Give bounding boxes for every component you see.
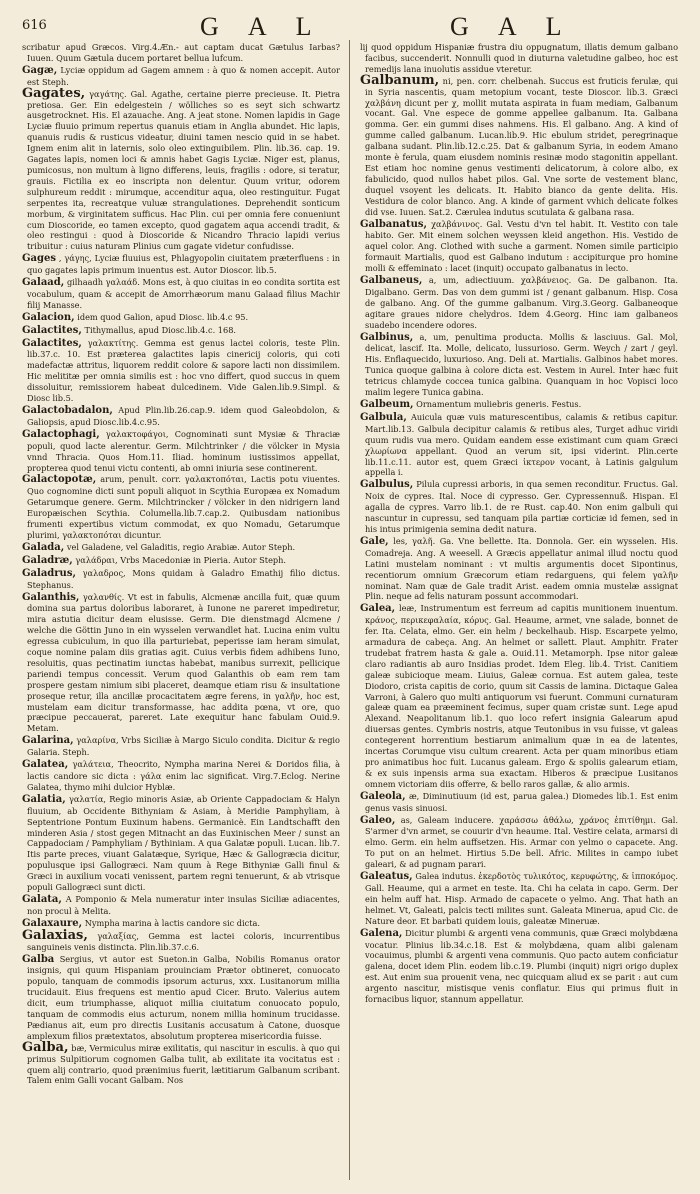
entry-text: γαλαρίνα, Vrbs Siciliæ à Margo Siculo condita. Dicitur & regio Galaria. Steph. — [27, 735, 340, 758]
entry-headword: Galadrus, — [22, 567, 76, 579]
dictionary-entry — [360, 815, 678, 871]
dictionary-entry — [22, 542, 340, 554]
right-column — [360, 42, 678, 1182]
dictionary-entry — [22, 405, 340, 428]
running-head-right: G A L — [450, 12, 574, 41]
dictionary-entry — [360, 479, 678, 535]
dictionary-entry — [22, 1039, 340, 1087]
dictionary-entry — [22, 253, 340, 276]
entry-headword: Galbanum, — [360, 72, 440, 88]
dictionary-entry — [360, 42, 678, 75]
entry-headword: Galatea, — [22, 759, 69, 771]
dictionary-entry — [360, 791, 678, 814]
entry-headword: Gagates, — [22, 85, 86, 101]
entry-text: Pilula cupressi arboris, in qua semen reconditur. Fructus. Gal. Noix de cypres. Ital. Noce di cypresso. Ger. Cypressennuß. Hispan. El agalla de cypres. Varro lib.1. de re Rust. cap.40. Non enim galbuli qui nascuntur in cupressu, sed tanquam pila partiæ corticiæ id femen, sed in his intus primigenia semina dedit natura. — [365, 479, 678, 534]
dictionary-entry — [22, 894, 340, 917]
entry-text: idem quod Galion, apud Diosc. lib.4.c 95. — [77, 311, 249, 322]
entry-headword: Galactopotæ, — [22, 474, 97, 486]
entry-text: γαλατία, Regio minoris Asiæ, ab Oriente Cappadociam & Halyn fluuium, ab Occidente Bithyniam & Asiam, à Meridie Pamphyliam, à Septentrione Pontum Euxinum habens. Germanicè. Ein Landtschafft den minderen Asia / stost gegen Mitnacht an das Euxinischen Meer / sunst an Cappadociam / Pamphyliam / Bythiniam. A qua Galatæ populi. Lucan. lib.7. Itis parte preces, viuant Galatæque, Syrique, Hæc & Gallogræcia dicitur, populusque ipsi Gallogræci. Nam quum à Rege Bithyniæ Galli finul & Græci in auxilium vocati venissent, partem regni tenuerunt, & ab vtrisque populi Gallogræci sunt dicti. — [27, 793, 340, 893]
dictionary-entry — [22, 325, 340, 337]
entry-text: γαλακτοφάγοι, Cognominati sunt Mysiæ & Thraciæ populi, quod lacte alerentur. Germ. Milchtrinker / die völcker in Mysia vnnd Thracia. Quos Hom.11. Iliad. hominum iustissimos appellat, propterea quod tenui victu contenti, ab omni iniuria sese continerent. — [27, 428, 340, 473]
entry-text: a, um, penultima producta. Mollis & lasciuus. Gal. Mol, delicat, lascif. Ita. Molle, delicato, lussurioso. Germ. Weych / zart / geyl. His. Enflaquecido, luxurioso. Ang. Deli at. Martialis. Galbinos habet mores. Tunica quoque galbina à colore dicta est. Vestem in Aurel. Inter hæc fuit tetricus chlamyde coccea tunica galbina. Quanquam in hoc Vopisci loco malim legere Tunica gabina. — [365, 331, 678, 398]
entry-headword: Galbulus, — [360, 479, 414, 491]
dictionary-entry — [360, 928, 678, 1005]
entry-text: æ, Diminutiuum (id est, parua galea.) Diomedes lib.1. Est enim genus vasis sinuosi. — [365, 790, 678, 813]
entry-text: γαγάτης. Gal. Agathe, certaine pierre precieuse. It. Pietra pretiosa. Ger. Ein edelgestein / wölliches so es seyt sich schwartz ausgetrocknet. His. El azauache. Ang. A jeat stone. Nomen lapidis in Gage Lyciæ fluuio primum repertus quanuis etiam in Anglia abundet. Hic lapis, quanuis rudis & rusticus videatur, diuini tamen nescio quid in se habet. Ignem enim alit in laternis, solo oleo extinguibilem. Plin. lib.36. cap. 19. Gagates lapis, nomen loci & amnis habet Gagis Lyciæ. Niger est, planus, pumicosus, non multum à ligno differens, leuis, fragilis : odore, si teratur, grauis. Fictilia ex eo inscripta non delentur. Quum vritur, odorem sulphureum reddit : mirumque, accenditur aqua, oleo restinguitur. Fugat serpentes ita, recreatque vuluæ strangulationes. Deprehendit sonticum morbum, & virginitatem sufficus. Hac Plin. cui per omnia fere conueniunt cum Dioscoride, eo tamen excepto, quod gagatem aqua accendi tradit, & oleo restingui : quod à Dioscoride & Nicandro Thracio lapidi verius tribuitur : cuius naturam Plinius cum gagate videtur confudisse. — [27, 88, 340, 252]
dictionary-entry — [22, 312, 340, 324]
entry-headword: Galbula, — [360, 411, 407, 423]
left-column — [22, 42, 340, 1182]
dictionary-entry — [22, 735, 340, 758]
entry-headword: Galada, — [22, 541, 65, 553]
entry-text: vel Galadene, vel Galaditis, regio Arabiæ. Autor Steph. — [66, 541, 296, 552]
dictionary-entry — [22, 65, 340, 88]
entry-headword: Galaxias, — [22, 927, 88, 943]
entry-headword: Gages — [22, 253, 57, 265]
dictionary-entry — [22, 42, 340, 64]
dictionary-entry — [360, 332, 678, 398]
dictionary-entry — [360, 219, 678, 275]
dictionary-entry — [360, 603, 678, 789]
entry-headword: Galarina, — [22, 735, 74, 747]
entry-headword: Gale, — [360, 535, 389, 547]
dictionary-entry — [22, 954, 340, 1042]
dictionary-entry — [360, 399, 678, 411]
entry-text: scribatur apud Græcos. Virg.4.Æn.- aut captam ducat Gætulus Iarbas? Iuuen. Quum Gætula ducem portaret bellua lufcum. — [22, 42, 340, 63]
entry-text: gilhaadh γαλαάδ. Mons est, à quo ciuitas in eo condita sortita est vocabulum, quam & accepit de Amorrhæorum manu Galaad filius Machir filij Manasse. — [27, 277, 340, 310]
entry-headword: Galeo, — [360, 814, 396, 826]
dictionary-entry — [360, 275, 678, 331]
entry-headword: Galena, — [360, 927, 403, 939]
entry-text: bæ, Vermiculus miræ exilitatis, qui nascitur in esculis. à quo qui primus Sulpitiorum cognomen Galba tulit, ab exilitate ita vocitatus est : quem alij contrario, quod prænimius fuerit, lætitiarum Galbanum scribant. Talem enim Galli vocant Galbam. Nos — [27, 1042, 340, 1086]
dictionary-entry — [22, 429, 340, 474]
entry-text: , γάγης, Lyciæ fluuius est, Phlagyopolin ciuitatem præterfluens : in quo gagates lapis primum inuentus est. Autor Dioscor. lib.5. — [27, 253, 340, 276]
entry-headword: Galea, — [360, 603, 396, 615]
entry-text: γαλανθίς. Vt est in fabulis, Alcmenæ ancilla fuit, quæ quum domina sua partus doloribus laboraret, à Iunone ne pareret impediretur, mira astutia dicitur deam elusisse. Germ. Die dienstmagd Alcmene / welche die Göttin Juno in ein wysselen verwandlet hat. Lucina enim vultu egressa cubiculum, in quo illa parturiebat, peperisse iam heram simulat, coque nomine palam diis gratias agit. Cuius verbis fidem adhibens Iuno, resoluitis, quas pectinatim iunctas habebat, manibus surrexit, pellicique pariendi tempus concessit. Verum quod Galanthis ob eam rem tam prospere gestam nimium sibi placeret, deamque etiam risu & insultatione proseque retur, illa ancillæ procacitatem ægre ferens, in γαλῆν, hoc est, mustelam eam dicitur transformasse, hac addita pœna, vt ore, quo præcipue peccauerat, pareret. Late exequitur hanc fabulam Ouid.9. Metam. — [27, 591, 340, 734]
entry-headword: Galactites, — [22, 337, 82, 349]
entry-headword: Gagæ, — [22, 64, 58, 76]
entry-headword: Galba — [22, 953, 55, 965]
entry-text: Ornamentum muliebris generis. Festus. — [416, 399, 582, 409]
entry-headword: Galactobadalon, — [22, 405, 113, 416]
running-head-left: G A L — [200, 12, 324, 41]
entry-headword: Galacion, — [22, 311, 75, 323]
dictionary-entry — [22, 568, 340, 591]
entry-headword: Galbinus, — [360, 331, 414, 343]
entry-text: Apud Plin.lib.26.cap.9. idem quod Galeobdolon, & Galiopsis, apud Diosc.lib.4.c.95. — [27, 405, 340, 427]
dictionary-entry — [22, 474, 340, 540]
entry-headword: Galbeum, — [360, 399, 414, 410]
dictionary-entry — [22, 85, 340, 253]
entry-text: ni, pen. corr. chelbenah. Succus est fruticis ferulæ, qui in Syria nascentis, quam metopium vocant, teste Dioscor. lib.3. Græci χαλβάνη dicunt per χ, mollit mutata aspirata in fuam mediam, Galbanum vocant. Gal. Vne espece de gomme appellee galbanum. Ita. Galbana gomma. Ger. ein gummi dises nahmens. His. El galbano. Ang. A kind of gumme called galbanum. Lucan.lib.9. Hic ebulum stridet, peregrinaque galbana sudant. Plin.lib.12.c.25. Dat & galbanum Syria, in eodem Amano monte è ferula, quam eiusdem nominis resinæ modo stagonitin appellant. Est etiam hoc nomine genus vestimenti delicatorum, à colore albo, ex fabulicido, quod nullos habet pilos. Gal. Vne sorte de vestement blanc, duquel vsoyent les delicats. It. Habito bianco da gente delita. His. Vestidura de color blanco. Ang. A kinde of garment vvhich delicate folkes did vse. Iuuen. Sat.2. Cærulea indutus scutulata & galbana rasa. — [365, 75, 678, 217]
entry-headword: Galaxaure, — [22, 917, 83, 929]
dictionary-entry — [360, 72, 678, 218]
entry-text: arum, penult. corr. γαλακτοπόται, Lactis potu viuentes. Quo cognomine dicti sunt populi aliquot in Scythia Europæa ex Nomadum Getarumque genere. Germ. Milchtrincker / völcker in den nidrigern land Europæischen Scythia. Columella.lib.7.cap.2. Quibusdam nationibus frumenti expertibus victum commodat, ex quo Nomadu, Getarumque plurimi, γαλακτοπόται dicuntur. — [27, 474, 340, 540]
dictionary-entry — [22, 555, 340, 567]
entry-text: a, um, adiectiuum. χαλβάνειος. Ga. De galbanon. Ita. Digalbano. Germ. Das von dem gummi ist / genant galbanum. Hisp. Cosa de galbano. Ang. Of the gumme galbanum. Virg.3.Georg. Galbaneoque agitare graues nidore chelydros. Idem 4.Georg. Hinc iam galbaneos suadebo incendere odores. — [365, 275, 678, 330]
dictionary-entry — [22, 277, 340, 311]
entry-headword: Galactites, — [22, 324, 82, 336]
entry-headword: Galactophagi, — [22, 428, 100, 440]
entry-headword: Galeatus, — [360, 871, 413, 883]
entry-headword: Galadræ, — [22, 554, 73, 566]
dictionary-entry — [360, 412, 678, 478]
entry-text: lij quod oppidum Hispaniæ frustra diu oppugnatum, illatis demum galbano facibus, succenderit. Nonnulli quod in diuturna valetudine galbeo, hoc est remedijs lana inuolutis assidue vteretur. — [360, 42, 678, 74]
entry-text: as, Galeam inducere. χαράσσω ἀθάλω, χράνος ἐπιτίθημι. Gal. S'armer d'vn armet, se couurir d'vn heaume. Ital. Vestire celata, armarsi di elmo. Germ. ein helm auffsetzen. His. Armar con yelmo o capacete. Ang. To put on an helmet. Hirtius 5.De bell. Afric. Milites in campo iubet galeari, & ad pugnam parari. — [365, 814, 678, 870]
entry-headword: Galeola, — [360, 790, 406, 802]
entry-text: γαλαξίας, Gemma est lactei coloris, incurrentibus sanguineis venis distincta. Plin.lib.37.c.6. — [27, 930, 340, 952]
entry-text: les, γαλῆ. Ga. Vne bellette. Ita. Donnola. Ger. ein wysselen. His. Comadreja. Ang. A weesell. A Græcis appellatur animal illud noctu quod Latini mustelam nominant : vt multis argumentis docet Sipontinus, recentiorum omnium Græcorum etiam redarguens, qui felem γαλῆν nominat. Nam quæ de Gale tradit Arist. eadem omnia mustelæ assignat Plin. neque ad felis naturam possunt accommodari. — [365, 535, 678, 602]
entry-text: Galea indutus. ἐκερδοτὸς τυλικότος, κερυφώτης, & ἱπποκόμος. Gall. Heaume, qui a armet en teste. Ita. Chi ha celata in capo. Germ. Der ein helm auff hat. Hisp. Armado de capacete o yelmo. Ang. That hath an helmet. Vt, Galeati, palcis tecti milites sunt. Galeata Minerua, apud Cic. de Nature deor. Et barbati quidem louis, galeatæ Mineruæ. — [365, 871, 678, 926]
page-number: 616 — [22, 18, 47, 33]
entry-text: γαλακτίτης. Gemma est genus lactei coloris, teste Plin. lib.37.c. 10. Est præterea galactites lapis cinericij coloris, qui coti madefactæ attritus, liquorem reddit colore & sapore lacti non dissimilem. Hic melititæ per omnia similis est : hoc vno differt, quod succus in quem dissoluitur, remissiorem habeat dulcedinem. Vide Galen.lib.9.Simpl. & Diosc lib.5. — [27, 337, 340, 404]
entry-text: Lyciæ oppidum ad Gagem amnem : à quo & nomen accepit. Autor est Steph. — [27, 64, 340, 87]
dictionary-entry — [360, 536, 678, 602]
entry-headword: Galbaneus, — [360, 275, 423, 287]
entry-text: Dicitur plumbi & argenti vena communis, quæ Græci molybdæna vocatur. Plinius lib.34.c.18. Est & molybdæna, quam alibi galenam vocauimus, plumbi & argenti vena communis. Quo pacto autem conficiatur galena, docet idem Plin. eodem lib.c.19. Plumbi (inquit) nigri origo duplex est. Aut enim sua prouenit vena, nec quicquam aliud ex se parit : aut cum argento nascitur, mistisque venis conflatur. Eius qui primus fluit in fornacibus liquor, stannum appellatur. — [365, 927, 678, 1005]
entry-text: χαλβάνινος. Gal. Vestu d'vn tel habit. It. Vestito con tale habito. Ger. Mit einem solchen weyssen kleid angethon. His. Vestido de aquel color. Ang. Clothed with suche a garment. Nomen simile participio formauit Martialis, quod est Galbano indutum : accipiturque pro homine molli & effeminato : lacet (inquit) occupato galbanatus in lecto. — [365, 218, 678, 274]
entry-text: Sergius, vt autor est Sueton.in Galba, Nobilis Romanus orator insignis, qui quum Hispaniam prouinciam Prætor obtineret, conuocato populo, tanquam de commodis ipsorum acturus, xxx. Lusitanorum millia trucidauit. Eius frequens est mentio apud Cicer. Bruto. Valerius autem dicit, eum triumphasse, aliquot millia ciuitatum conuocato populo, tanquam de commodis eius acturum, nonem millia hominum trucidasse. Pædianus ait, eum pro directis Lusitanis accusatum à Catone, duosque amplexum filios prætextatos, absolutum propterea misericordia fuisse. — [27, 953, 340, 1041]
dictionary-entry — [22, 338, 340, 404]
entry-headword: Galaad, — [22, 277, 65, 289]
entry-text: A Pomponio & Mela numeratur inter insulas Siciliæ adiacentes, non procul à Melita. — [27, 893, 340, 916]
dictionary-entry — [22, 759, 340, 793]
entry-headword: Galanthis, — [22, 591, 80, 603]
entry-headword: Galba, — [22, 1039, 69, 1055]
dictionary-entry — [22, 592, 340, 735]
entry-text: γαλάτεια, Theocrito, Nympha marina Nerei & Doridos filia, à lactis candore sic dicta : γάλα enim lac significat. Virg.7.Eclog. Nerine Galatea, thymo mihi dulcior Hyblæ. — [27, 759, 340, 792]
entry-text: Nympha marina à lactis candore sic dicta. — [84, 917, 261, 928]
dictionary-entry — [360, 871, 678, 927]
entry-text: Tithymallus, apud Diosc.lib.4.c. 168. — [84, 324, 237, 335]
entry-text: Auicula quæ vuis maturescentibus, calamis & retibus capitur. Mart.lib.13. Galbula decipitur calamis & retibus ales, Turget adhuc viridi quum rudis vua mero. Quidam eandem esse existimant cum quam Græci χλωρίωνα appellant. Quod an verum sit, ipsi viderint. Plin.certe lib.11.c.11. autor est, quem Græci ἰκτερον vocant, à Latinis galgulum appella i. — [365, 411, 678, 478]
entry-text: γαλαδρος, Mons quidam à Galadro Emathij filio dictus. Stephanus. — [27, 567, 340, 590]
entry-text: leæ, Instrumentum est ferreum ad capitis munitionem inuentum. κράνος, περικεφαλαία, κόρυς. Gal. Heaume, armet, vne salade, bonnet de fer. Ita. Celata, elmo. Ger. ein helm / beckelhaub. Hisp. Escarpete yelmo, armadura de cabeça. Ang. An helmet or sallett. Plaut. Amphitr. Frater trudebat fratrem hasta & gale a. Ouid.11. Metamorph. Ipse nitor galeæ claro radiantis ab auro Insidias prodet. Idem Eleg. lib.4. Trist. Canitiem galeæ subicioque meam. Liuius, Galeæ cornua. Est autem galea, teste Diodoro, crista capitis de corio, quum sit Cassis de lamina. Dictaque Galea Varroni, à Galero quo multi antiquorum vsi fuerunt. Communi curnaturam galeæ quam ea præeminent fecimus, super quam cristæ sunt. Lege apud Alexand. Neapolitanum lib.1. quo loco refert insignia Galearum apud diuersas gentes. Cymbris nostris, atque Teutonibus in vsu fuisse, vt galeas contegerent horrentium bestiarum animalium quæ in ea de latentes, incertas Corumque visu cultum crearent. Acta per quam minoribus etiam pro animatibus hoc fuit. Lucanus galeam. Ergo & spoliis galearum etiam, & ex suis inpensis arma sua exactam. Hiberos & præcipue Lusitanos omnem victoriam diis offerre, & bello raros gallæ, & alio armis. — [365, 603, 678, 789]
entry-text: γαλάδραι, Vrbs Macedoniæ in Pieria. Autor Steph. — [75, 554, 287, 565]
entry-headword: Galata, — [22, 893, 62, 905]
entry-headword: Galbanatus, — [360, 218, 428, 230]
dictionary-entry — [22, 794, 340, 893]
column-divider — [349, 40, 350, 1180]
dictionary-entry — [22, 927, 340, 953]
entry-headword: Galatia, — [22, 793, 66, 805]
